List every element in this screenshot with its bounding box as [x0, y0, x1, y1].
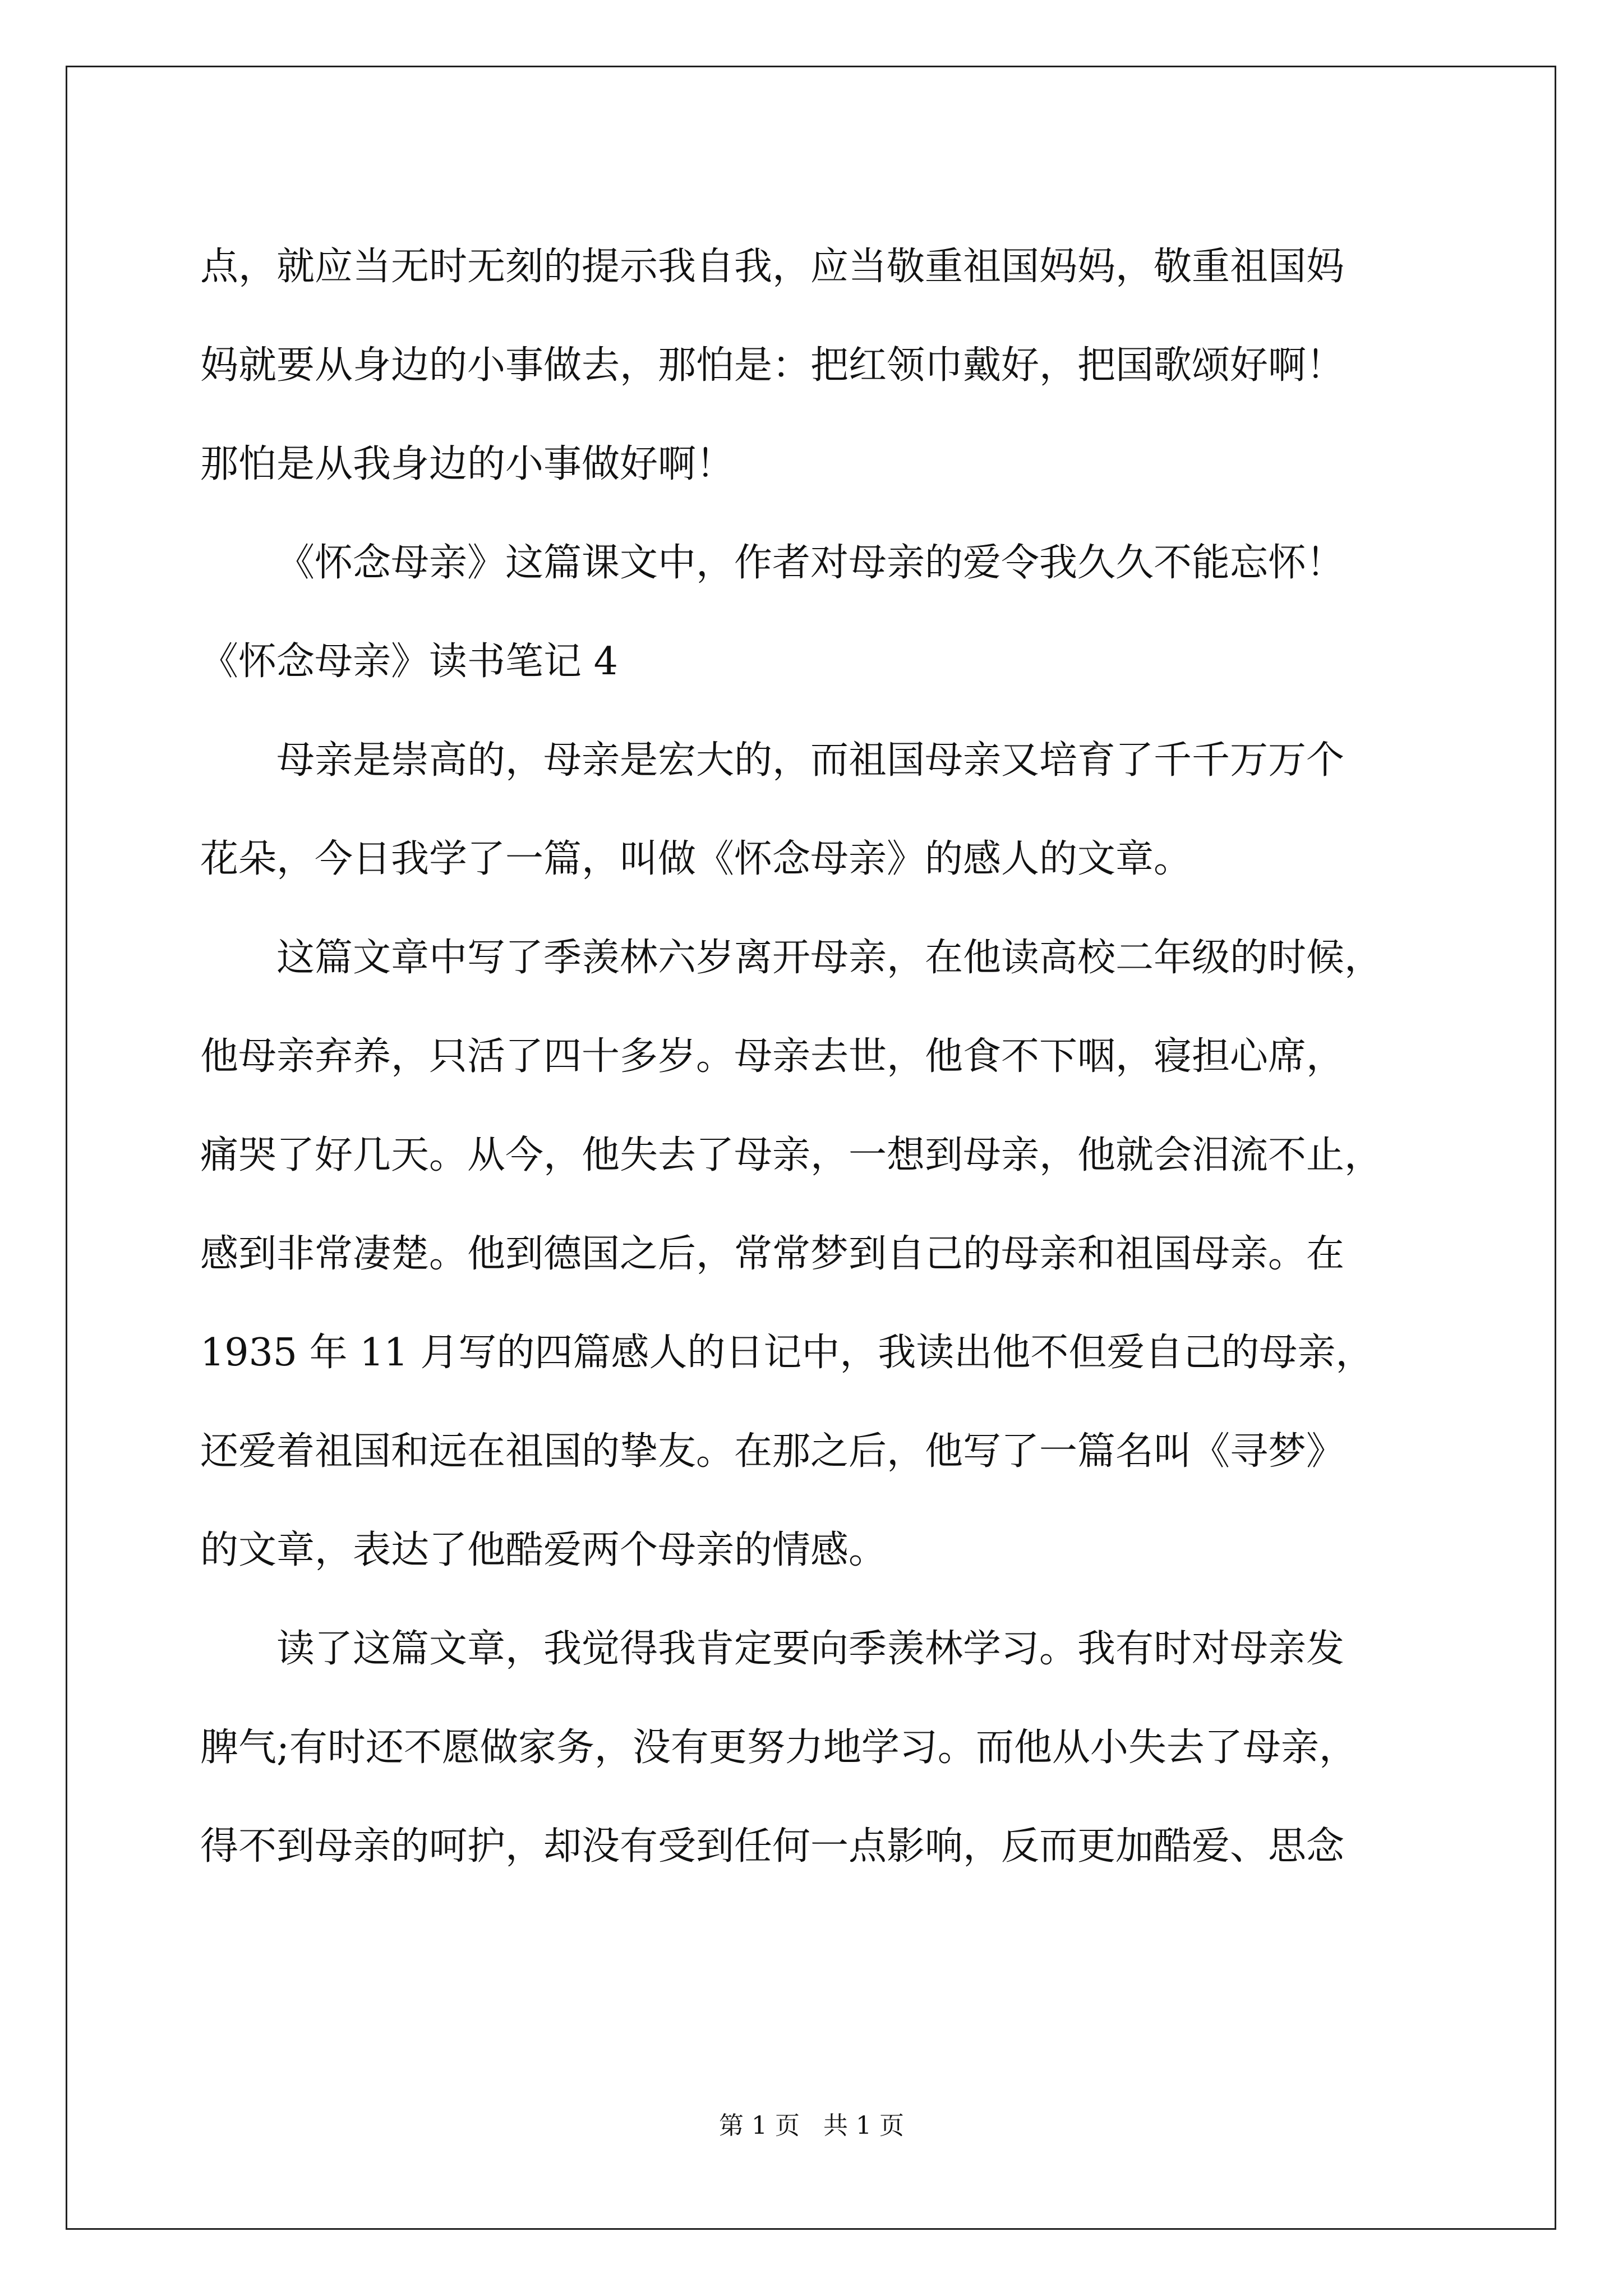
text-line: 还爱着祖国和远在祖国的挚友。在那之后，他写了一篇名叫《寻梦》: [200, 1429, 1345, 1474]
text-line: 读了这篇文章，我觉得我肯定要向季羡林学习。我有时对母亲发: [276, 1627, 1345, 1671]
text-line: 《怀念母亲》这篇课文中，作者对母亲的爱令我久久不能忘怀！: [276, 541, 1345, 585]
text-line: 母亲是崇高的，母亲是宏大的，而祖国母亲又培育了千千万万个: [276, 738, 1345, 783]
text-line: 痛哭了好几天。从今，他失去了母亲，一想到母亲，他就会泪流不止，: [200, 1133, 1383, 1177]
text-line: 点，就应当无时无刻的提示我自我，应当敬重祖国妈妈，敬重祖国妈: [200, 245, 1345, 289]
text-line: 妈就要从身边的小事做去，那怕是：把红领巾戴好，把国歌颂好啊！: [200, 343, 1345, 388]
text-line: 脾气;有时还不愿做家务，没有更努力地学习。而他从小失去了母亲，: [200, 1726, 1357, 1770]
text-line: 这篇文章中写了季羡林六岁离开母亲，在他读高校二年级的时候，: [276, 936, 1383, 980]
text-line: 那怕是从我身边的小事做好啊！: [200, 442, 735, 486]
text-line: 1935 年 11 月写的四篇感人的日记中，我读出他不但爱自己的母亲，: [200, 1331, 1374, 1375]
document-body: [200, 218, 1434, 1896]
text-line: 感到非常凄楚。他到德国之后，常常梦到自己的母亲和祖国母亲。在: [200, 1232, 1345, 1276]
text-line: 的文章，表达了他酷爱两个母亲的情感。: [200, 1528, 887, 1572]
page-number-footer: 第 1 页 共 1 页: [719, 2111, 904, 2140]
text-line: 花朵，今日我学了一篇，叫做《怀念母亲》的感人的文章。: [200, 837, 1192, 881]
text-line: 他母亲弃养，只活了四十多岁。母亲去世，他食不下咽，寝担心席，: [200, 1034, 1345, 1079]
text-line: 得不到母亲的呵护，却没有受到任何一点影响，反而更加酷爱、思念: [200, 1824, 1345, 1869]
section-heading: 《怀念母亲》读书笔记 4: [200, 639, 618, 684]
